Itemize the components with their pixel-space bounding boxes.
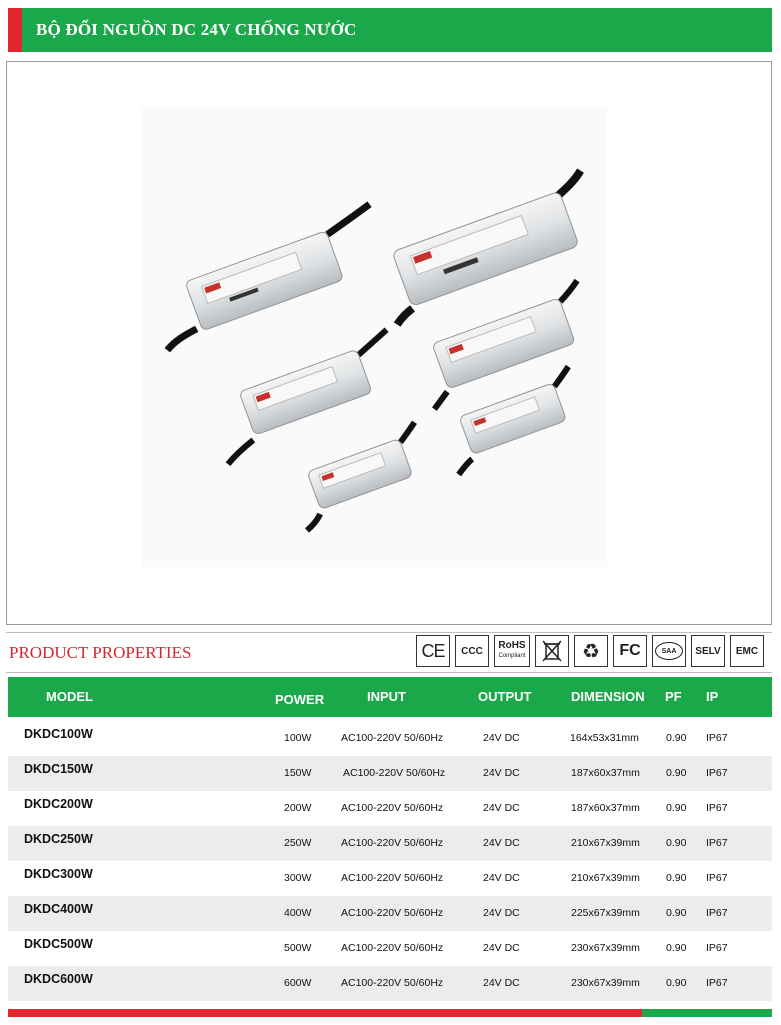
section-title: PRODUCT PROPERTIES (9, 643, 192, 662)
table-row: DKDC150W 150W AC100-220V 50/60Hz 24V DC 187x60x37mm 0.90 IP67 (8, 756, 772, 791)
column-header-output: OUTPUT (478, 689, 532, 704)
fcc-mark-icon: FC (613, 635, 647, 667)
page-title: BỘ ĐỔI NGUỒN DC 24V CHỐNG NƯỚC (36, 20, 357, 39)
column-header-pf: PF (665, 689, 682, 704)
recycle-icon: ♻ (574, 635, 608, 667)
table-row: DKDC300W 300W AC100-220V 50/60Hz 24V DC 210x67x39mm 0.90 IP67 (24, 867, 728, 884)
divider (6, 672, 772, 673)
weee-bin-icon (535, 635, 569, 667)
footer-accent (642, 1009, 772, 1017)
saa-mark-icon: SAA (652, 635, 686, 667)
rohs-mark-icon: RoHS Compliant (494, 635, 530, 667)
product-photo (6, 61, 772, 625)
table-row: DKDC600W 600W AC100-220V 50/60Hz 24V DC 230x67x39mm 0.90 IP67 (8, 966, 772, 1001)
ccc-mark-icon: CCC (455, 635, 489, 667)
table-row: DKDC500W 500W AC100-220V 50/60Hz 24V DC 230x67x39mm 0.90 IP67 (24, 937, 728, 954)
properties-table (8, 721, 772, 1001)
ce-mark-icon: CE (416, 635, 450, 667)
divider (6, 632, 772, 633)
column-header-power: POWER (275, 692, 325, 707)
column-header-dimension: DIMENSION (571, 689, 645, 704)
table-header (8, 677, 772, 717)
column-header-input: INPUT (367, 689, 406, 704)
header-accent-stripe (8, 8, 22, 52)
table-row: DKDC100W 100W AC100-220V 50/60Hz 24V DC 164x53x31mm 0.90 IP67 (24, 727, 728, 744)
page-header (8, 8, 772, 52)
certification-badges (416, 635, 764, 669)
table-row: DKDC400W 400W AC100-220V 50/60Hz 24V DC 225x67x39mm 0.90 IP67 (8, 896, 772, 931)
table-row: DKDC250W 250W AC100-220V 50/60Hz 24V DC 210x67x39mm 0.90 IP67 (8, 826, 772, 861)
selv-mark-icon: SELV (691, 635, 725, 667)
power-supply-units-illustration (7, 62, 771, 624)
emc-mark-icon: EMC (730, 635, 764, 667)
column-header-model: MODEL (46, 689, 93, 704)
table-row: DKDC200W 200W AC100-220V 50/60Hz 24V DC 187x60x37mm 0.90 IP67 (24, 797, 728, 814)
footer-bar (8, 1009, 772, 1017)
column-header-ip: IP (706, 689, 719, 704)
